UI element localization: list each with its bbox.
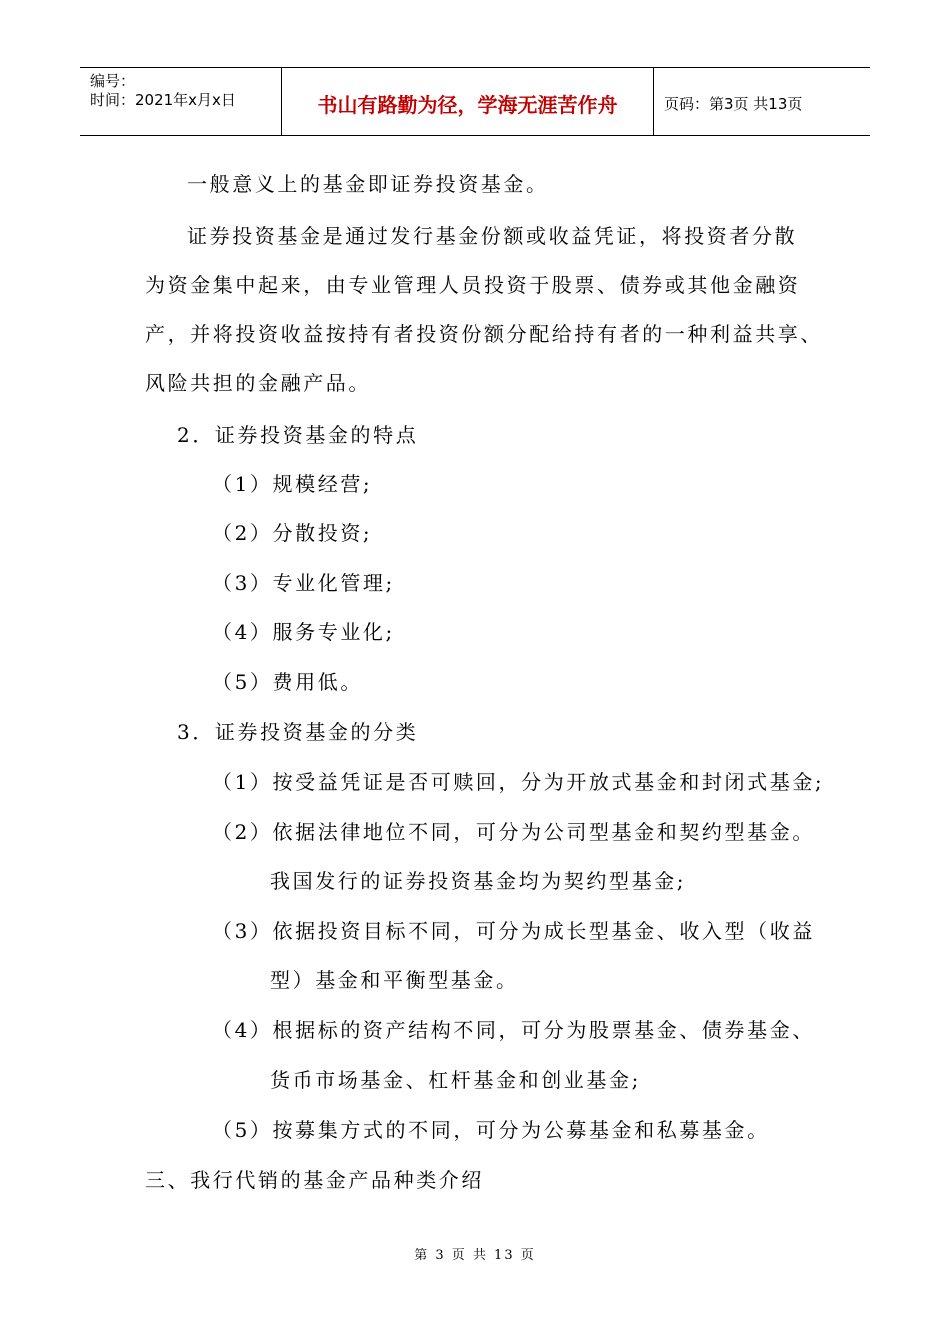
header-page-info: 页码：第3页 共13页 xyxy=(664,95,803,113)
list-item: （5）费用低。 xyxy=(212,670,363,694)
code-label: 编号： xyxy=(90,72,136,90)
list-item: （5）按募集方式的不同，可分为公募基金和私募基金。 xyxy=(212,1118,770,1142)
heading-features: 2．证券投资基金的特点 xyxy=(177,423,419,447)
paragraph-line: 证券投资基金是通过发行基金份额或收益凭证，将投资者分散 xyxy=(187,224,798,248)
page-footer: 第 3 页 共 13 页 xyxy=(414,1248,536,1263)
paragraph-definition: 一般意义上的基金即证券投资基金。 xyxy=(187,172,549,196)
list-item-continuation: 我国发行的证券投资基金均为契约型基金; xyxy=(270,869,687,893)
list-item: （1）规模经营; xyxy=(212,472,373,496)
list-item-continuation: 型）基金和平衡型基金。 xyxy=(270,968,519,992)
page-header xyxy=(80,67,870,136)
header-meta xyxy=(80,68,282,135)
section-heading: 三、我行代销的基金产品种类介绍 xyxy=(145,1168,484,1192)
list-item: （2）分散投资; xyxy=(212,521,373,545)
list-item: （4）根据标的资产结构不同，可分为股票基金、债券基金、 xyxy=(212,1018,815,1042)
list-item-continuation: 货币市场基金、杠杆基金和创业基金; xyxy=(270,1068,641,1092)
list-item: （3）依据投资目标不同，可分为成长型基金、收入型（收益 xyxy=(212,919,815,943)
heading-classification: 3．证券投资基金的分类 xyxy=(177,720,419,744)
list-item: （3）专业化管理; xyxy=(212,571,395,595)
paragraph-line: 为资金集中起来，由专业管理人员投资于股票、债券或其他金融资 xyxy=(145,273,801,297)
list-item: （4）服务专业化; xyxy=(212,620,395,644)
paragraph-line: 风险共担的金融产品。 xyxy=(145,371,371,395)
header-motto: 书山有路勤为径，学海无涯苦作舟 xyxy=(282,68,654,135)
list-item: （2）依据法律地位不同，可分为公司型基金和契约型基金。 xyxy=(212,820,815,844)
list-item: （1）按受益凭证是否可赎回，分为开放式基金和封闭式基金; xyxy=(212,770,825,794)
paragraph-line: 产，并将投资收益按持有者投资份额分配给持有者的一种利益共享、 xyxy=(145,322,823,346)
date-line: 时间：2021年x月x日 xyxy=(90,91,236,109)
